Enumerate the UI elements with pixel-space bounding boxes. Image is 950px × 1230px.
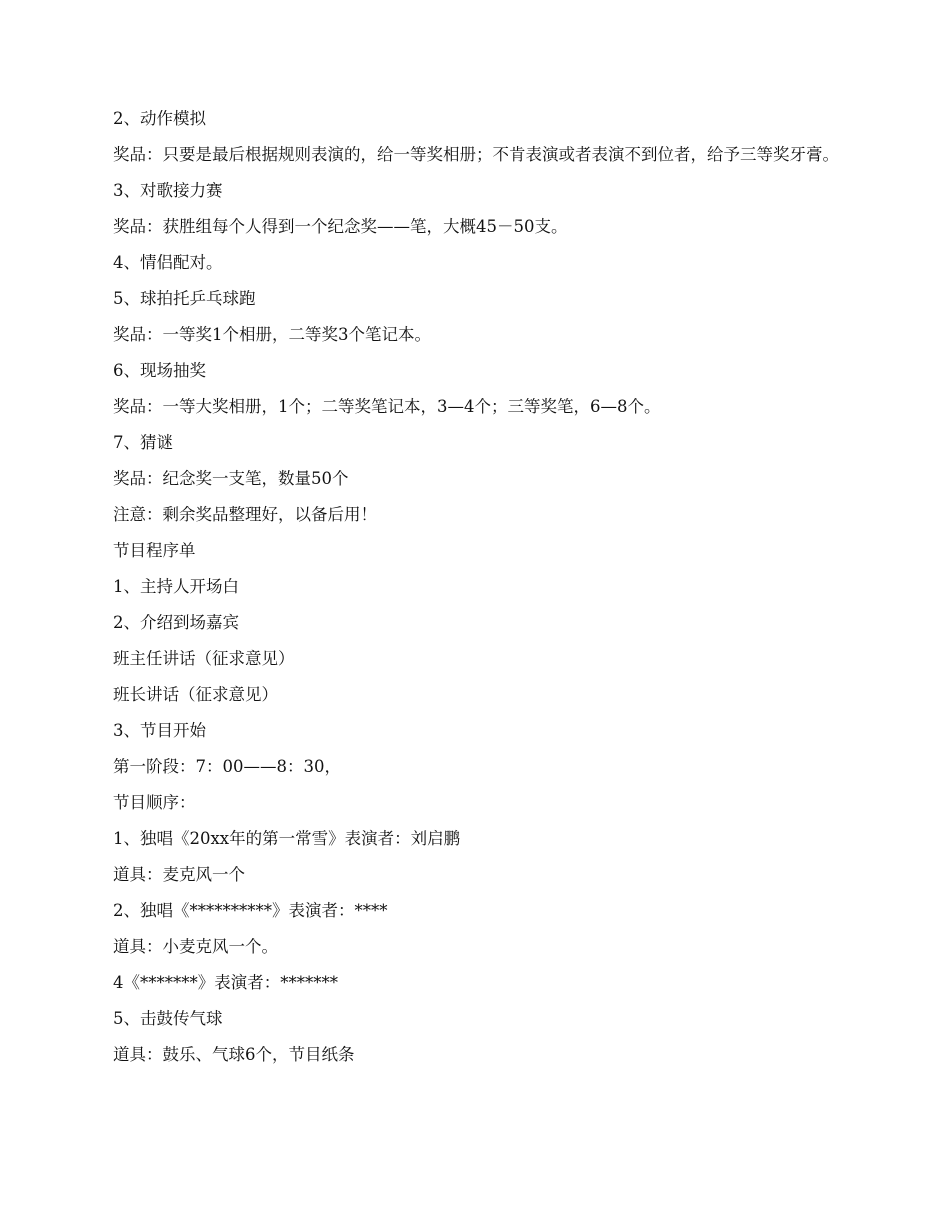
section-heading-lucky-draw: 6、现场抽奖 bbox=[113, 361, 206, 380]
program-order-heading: 节目顺序： bbox=[113, 793, 196, 812]
section-heading-couple-matching: 4、情侣配对。 bbox=[113, 253, 223, 272]
prize-text-lucky-draw: 奖品：一等大奖相册，1个；二等奖笔记本，3—4个；三等奖笔，6—8个。 bbox=[113, 397, 661, 416]
props-text-solo-1: 道具：麦克风一个 bbox=[113, 865, 245, 884]
program-item-guest-introduction: 2、介绍到场嘉宾 bbox=[113, 613, 239, 632]
section-heading-riddles: 7、猜谜 bbox=[113, 433, 173, 452]
props-text-drum-balloon: 道具：鼓乐、气球6个，节目纸条 bbox=[113, 1045, 355, 1064]
program-entry-solo-1: 1、独唱《20xx年的第一常雪》表演者：刘启鹏 bbox=[113, 829, 461, 848]
program-item-show-start: 3、节目开始 bbox=[113, 721, 206, 740]
program-item-host-opening: 1、主持人开场白 bbox=[113, 577, 239, 596]
program-list-title: 节目程序单 bbox=[113, 541, 196, 560]
stage-one-time: 第一阶段：7：00——8：30， bbox=[113, 757, 341, 776]
program-entry-solo-2: 2、独唱《**********》表演者：**** bbox=[113, 901, 388, 920]
section-heading-action-imitation: 2、动作模拟 bbox=[113, 109, 206, 128]
program-entry-4: 4《*******》表演者：******* bbox=[113, 973, 338, 992]
props-text-solo-2: 道具：小麦克风一个。 bbox=[113, 937, 278, 956]
document-body bbox=[113, 106, 843, 1078]
program-item-monitor-speech: 班长讲话（征求意见） bbox=[113, 685, 278, 704]
section-heading-ping-pong-race: 5、球拍托乒乓球跑 bbox=[113, 289, 256, 308]
prize-text-action-imitation: 奖品：只要是最后根据规则表演的，给一等奖相册；不肯表演或者表演不到位者，给予三等奖牙膏。 bbox=[113, 145, 839, 164]
program-item-teacher-speech: 班主任讲话（征求意见） bbox=[113, 649, 295, 668]
prize-text-song-relay: 奖品：获胜组每个人得到一个纪念奖——笔，大概45－50支。 bbox=[113, 217, 568, 236]
prize-text-riddles: 奖品：纪念奖一支笔，数量50个 bbox=[113, 469, 349, 488]
section-heading-song-relay: 3、对歌接力赛 bbox=[113, 181, 223, 200]
note-text: 注意：剩余奖品整理好，以备后用！ bbox=[113, 505, 377, 524]
program-entry-drum-balloon: 5、击鼓传气球 bbox=[113, 1009, 223, 1028]
prize-text-ping-pong-race: 奖品：一等奖1个相册，二等奖3个笔记本。 bbox=[113, 325, 431, 344]
